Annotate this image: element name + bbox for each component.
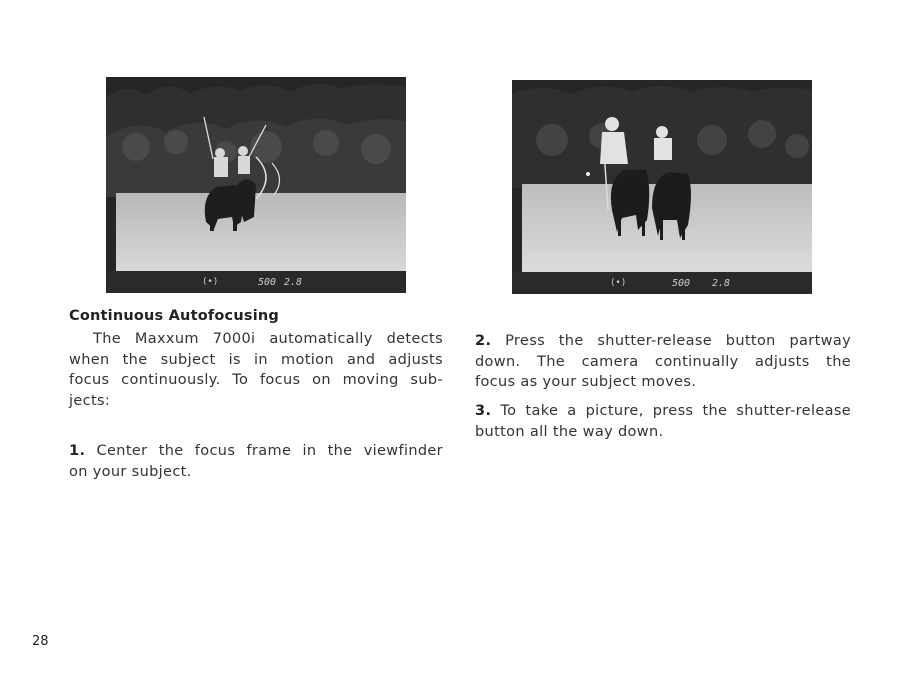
af-indicator: (•) <box>610 278 627 288</box>
step-line: focus as your subject moves. <box>475 374 697 390</box>
af-indicator: (•) <box>202 277 219 287</box>
shutter-speed-readout: 500 <box>672 277 691 289</box>
step-line: Center the focus frame in the viewfinder <box>85 443 443 459</box>
step-line: button all the way down. <box>475 423 664 440</box>
step-line: To take a picture, press the shutter-release <box>491 403 851 419</box>
viewfinder-readout-right <box>512 272 812 294</box>
step-number: 2. <box>475 333 492 349</box>
page-number: 28 <box>32 634 49 649</box>
shutter-speed-readout: 500 <box>258 276 277 288</box>
step-line: on your subject. <box>69 463 192 480</box>
step-number: 1. <box>69 443 86 459</box>
polo-scene-right <box>512 80 812 294</box>
aperture-readout: 2.8 <box>284 276 303 288</box>
viewfinder-photo-right <box>512 80 812 294</box>
step-1 <box>69 441 443 482</box>
step-3 <box>475 401 851 442</box>
intro-line: focus continuously. To focus on moving sub- <box>69 372 443 388</box>
intro-line: when the subject is in motion and adjusts <box>69 351 443 368</box>
intro-line: jects: <box>69 392 111 409</box>
viewfinder-photo-left <box>106 77 406 293</box>
polo-scene-left <box>106 77 406 293</box>
viewfinder-readout-left <box>106 271 406 293</box>
intro-paragraph <box>69 329 443 411</box>
step-line: Press the shutter-release button partway <box>491 333 851 349</box>
aperture-readout: 2.8 <box>712 277 731 289</box>
intro-line: The Maxxum 7000i automatically detects <box>93 331 443 347</box>
step-line: down. The camera continually adjusts the <box>475 353 851 370</box>
step-2 <box>475 331 851 393</box>
step-number: 3. <box>475 403 492 419</box>
section-heading: Continuous Autofocusing <box>69 308 279 324</box>
